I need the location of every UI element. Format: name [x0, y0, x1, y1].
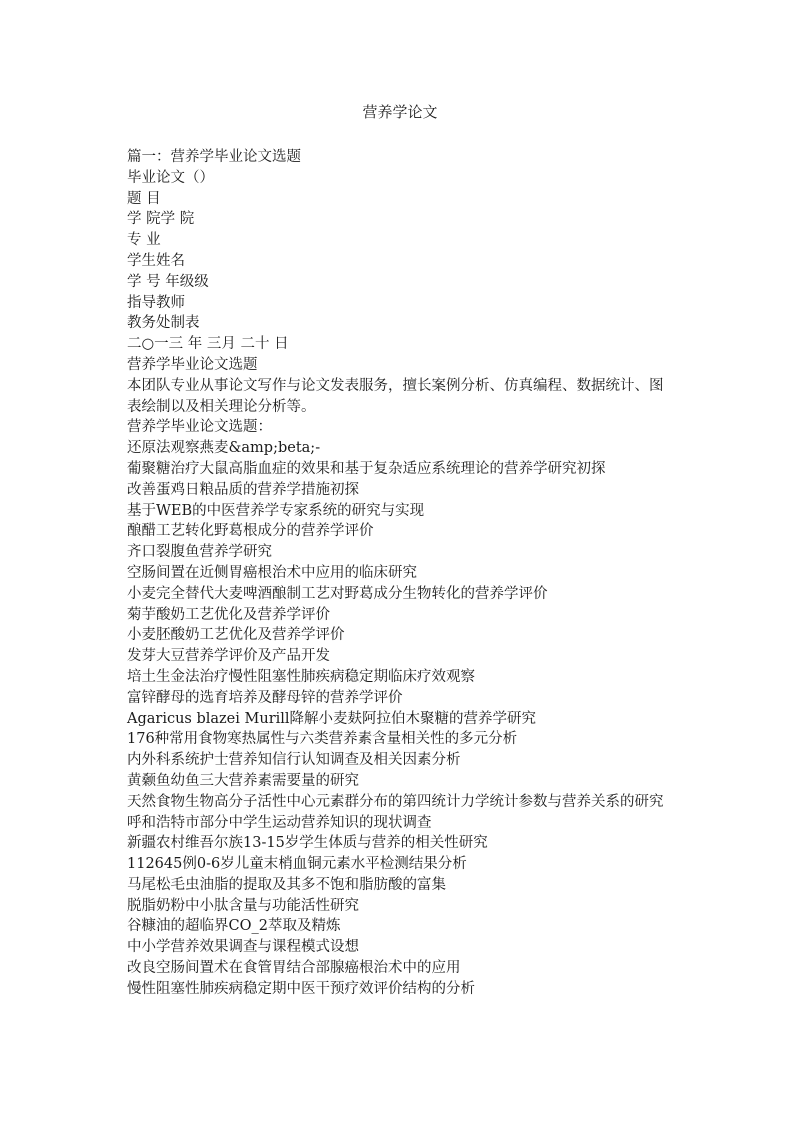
- text-line: 营养学毕业论文选题: [127, 356, 258, 373]
- text-line: 专 业: [127, 232, 161, 249]
- text-paragraph: 天然食物生物高分子活性中心元素群分布的第四统计力学统计参数与营养关系的研究: [127, 793, 664, 810]
- text-line: 葡聚糖治疗大鼠高脂血症的效果和基于复杂适应系统理论的营养学研究初探: [127, 460, 606, 477]
- text-line: 齐口裂腹鱼营养学研究: [127, 544, 272, 561]
- text-line: 学 院学 院: [127, 211, 195, 228]
- text-line: 基于WEB的中医营养学专家系统的研究与实现: [127, 502, 425, 519]
- text-line: 菊芋酸奶工艺优化及营养学评价: [127, 606, 330, 623]
- text-line: 题 目: [127, 190, 161, 207]
- text-line: 176种常用食物寒热属性与六类营养素含量相关性的多元分析: [127, 731, 518, 748]
- text-line: 内外科系统护士营养知信行认知调查及相关因素分析: [127, 752, 461, 769]
- text-line: 改善蛋鸡日粮品质的营养学措施初探: [127, 481, 359, 498]
- text-line: 小麦胚酸奶工艺优化及营养学评价: [127, 627, 345, 644]
- text-line: 新疆农村维吾尔族13-15岁学生体质与营养的相关性研究: [127, 835, 488, 852]
- text-line: 马尾松毛虫油脂的提取及其多不饱和脂肪酸的富集: [127, 876, 446, 893]
- page-title: 营养学论文: [362, 103, 438, 121]
- text-line: 黄颡鱼幼鱼三大营养素需要量的研究: [127, 772, 359, 789]
- text-line: 培土生金法治疗慢性阻塞性肺疾病稳定期临床疗效观察: [127, 668, 475, 685]
- text-paragraph: 本团队专业从事论文写作与论文发表服务，擅长案例分析、仿真编程、数据统计、图表绘制以及相关理论分析等。: [127, 377, 664, 415]
- text-line: 学生姓名: [127, 252, 185, 269]
- text-line: 营养学毕业论文选题：: [127, 419, 272, 436]
- text-line: 呼和浩特市部分中学生运动营养知识的现状调查: [127, 814, 432, 831]
- text-line: 改良空肠间置术在食管胃结合部腺癌根治术中的应用: [127, 960, 461, 977]
- text-line: 二○一三 年 三月 二十 日: [127, 336, 289, 353]
- text-line: 谷糠油的超临界CO_2萃取及精炼: [127, 918, 341, 935]
- text-line: 毕业论文（）: [127, 169, 214, 186]
- text-line: 酿醋工艺转化野葛根成分的营养学评价: [127, 523, 374, 540]
- text-line: 慢性阻塞性肺疾病稳定期中医干预疗效评价结构的分析: [127, 980, 475, 997]
- text-line: 脱脂奶粉中小肽含量与功能活性研究: [127, 897, 359, 914]
- text-line: 学 号 年级级: [127, 273, 209, 290]
- text-line: 小麦完全替代大麦啤酒酿制工艺对野葛成分生物转化的营养学评价: [127, 585, 548, 602]
- text-line: 中小学营养效果调查与课程模式设想: [127, 939, 359, 956]
- text-line: 还原法观察燕麦&amp;beta;-: [127, 440, 321, 457]
- text-line: 112645例0-6岁儿童末梢血铜元素水平检测结果分析: [127, 856, 467, 873]
- document-body: [127, 147, 672, 1000]
- text-line: 空肠间置在近侧胃癌根治术中应用的临床研究: [127, 564, 417, 581]
- text-line: 篇一：营养学毕业论文选题: [127, 149, 301, 165]
- text-line: 教务处制表: [127, 315, 200, 332]
- text-line: 富锌酵母的选育培养及酵母锌的营养学评价: [127, 689, 403, 706]
- text-line: 发芽大豆营养学评价及产品开发: [127, 648, 330, 665]
- text-line: 指导教师: [127, 294, 185, 311]
- text-line: Agaricus blazei Murill降解小麦麸阿拉伯木聚糖的营养学研究: [127, 710, 537, 727]
